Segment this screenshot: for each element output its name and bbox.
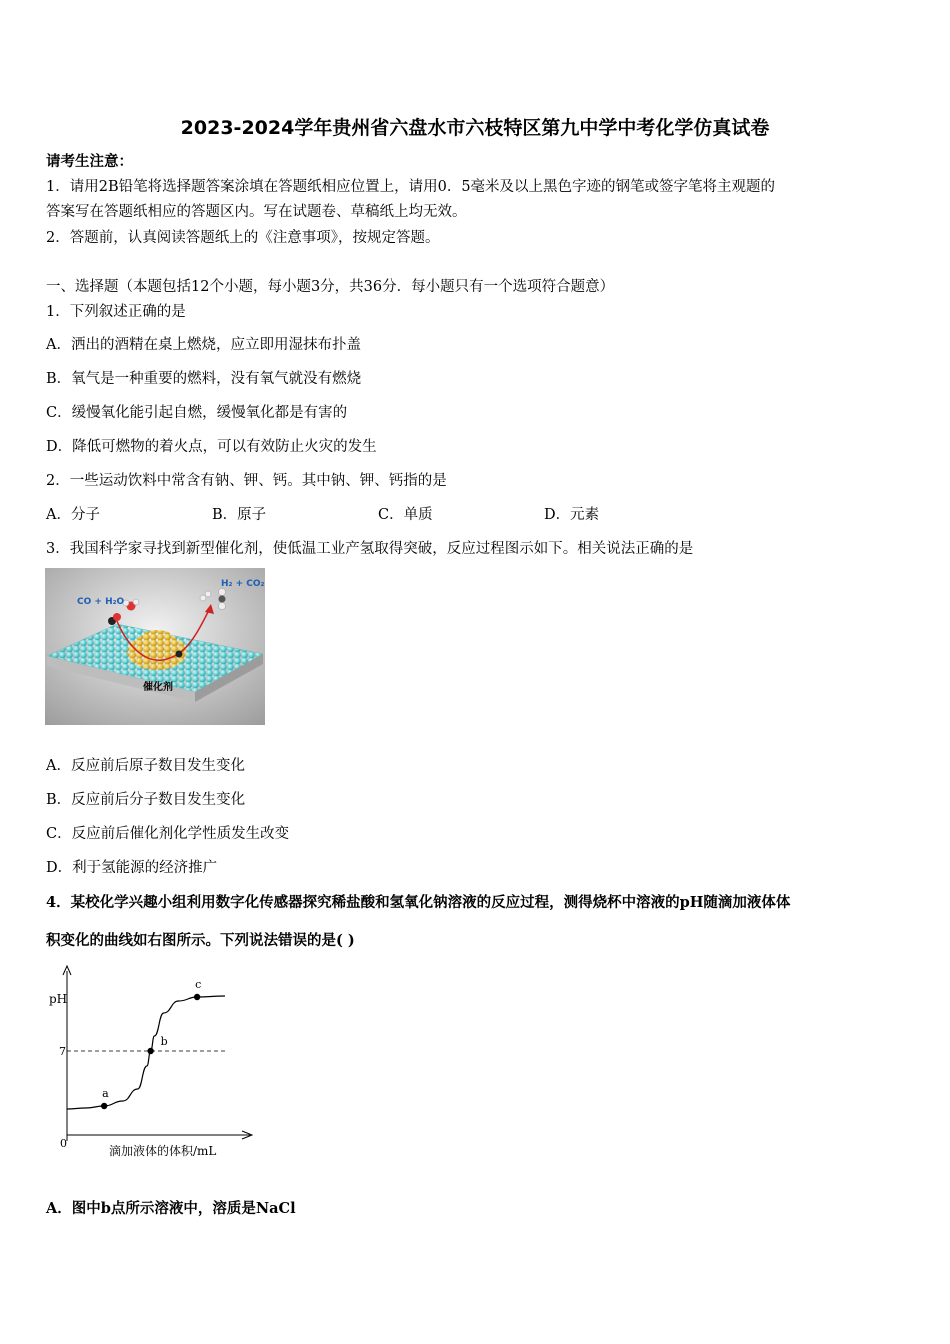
page-title: 2023-2024学年贵州省六盘水市六枝特区第九中学中考化学仿真试卷: [180, 117, 770, 139]
notice-item-1b: 答案写在答题纸相应的答题区内。写在试题卷、草稿纸上均无效。: [46, 204, 467, 220]
q3-stem: 3．我国科学家寻找到新型催化剂，使低温工业产氢取得突破，反应过程图示如下。相关说法正确的是: [46, 541, 694, 557]
q2-option-b: B．原子: [212, 507, 267, 523]
q2-option-d: D．元素: [544, 507, 600, 523]
q1-stem: 1．下列叙述正确的是: [46, 304, 186, 320]
q1-option-a: A．洒出的酒精在桌上燃烧，应立即用湿抹布扑盖: [46, 337, 361, 353]
products-label: H₂ + CO₂: [221, 579, 265, 589]
reactants-label: CO + H₂O: [77, 597, 125, 607]
co-oxygen-atom: [113, 613, 121, 621]
catalyst-label: 催化剂: [143, 682, 173, 693]
point-a: [101, 1103, 107, 1109]
notice-item-1a: 1．请用2B铅笔将选择题答案涂填在答题纸相应位置上，请用0．5毫米及以上黑色字迹的钢笔或签字笔将主观题的: [46, 179, 776, 195]
gold-cluster-top: [139, 630, 175, 650]
ph-chart: [45, 963, 260, 1163]
h2-atom: [205, 591, 211, 597]
q3-option-a: A．反应前后原子数目发生变化: [46, 758, 245, 774]
x-axis-label: 滴加液体的体积/mL: [109, 1144, 217, 1158]
notice-heading: 请考生注意：: [46, 153, 133, 170]
co2-oxygen-atom: [219, 603, 226, 610]
q1-option-b: B．氧气是一种重要的燃料，没有氧气就没有燃烧: [46, 371, 362, 387]
point-label-a: a: [102, 1087, 109, 1100]
q2-option-a: A．分子: [46, 507, 100, 523]
origin-label: 0: [60, 1137, 67, 1150]
point-b: [147, 1048, 153, 1054]
point-label-b: b: [160, 1035, 168, 1048]
q2-option-c: C．单质: [378, 507, 433, 523]
q1-option-c: C．缓慢氧化能引起自燃，缓慢氧化都是有害的: [46, 405, 348, 421]
catalyst-figure: [45, 568, 265, 725]
co2-oxygen-atom: [219, 589, 226, 596]
q4-stem-line1: 4．某校化学兴趣小组利用数字化传感器探究稀盐酸和氢氧化钠溶液的反应过程，测得烧杯中溶液的pH随滴加液体体: [46, 894, 791, 911]
q2-stem: 2．一些运动饮料中常含有钠、钾、钙。其中钠、钾、钙指的是: [46, 473, 447, 489]
q3-option-d: D．利于氢能源的经济推广: [46, 860, 218, 876]
h2-atom: [200, 595, 206, 601]
q3-option-c: C．反应前后催化剂化学性质发生改变: [46, 826, 290, 842]
adsorbed-atom: [176, 651, 183, 658]
h2o-hydrogen-atom: [133, 599, 139, 605]
ph7-tick-label: 7: [59, 1045, 66, 1058]
section-heading: 一、选择题（本题包括12个小题，每小题3分，共36分．每小题只有一个选项符合题意）: [46, 279, 615, 295]
q3-option-b: B．反应前后分子数目发生变化: [46, 792, 246, 808]
point-label-c: c: [195, 978, 202, 991]
q4-stem-line2: 积变化的曲线如右图所示。下列说法错误的是( ): [46, 932, 355, 949]
q2-options: [46, 505, 599, 525]
q4-option-a: A．图中b点所示溶液中，溶质是NaCl: [46, 1200, 296, 1217]
ph-curve: [67, 996, 225, 1109]
q1-option-d: D．降低可燃物的着火点，可以有效防止火灾的发生: [46, 439, 377, 455]
y-axis-label: pH: [49, 992, 68, 1006]
co2-carbon-atom: [219, 596, 226, 603]
notice-item-2: 2．答题前，认真阅读答题纸上的《注意事项》，按规定答题。: [46, 230, 440, 246]
point-c: [194, 994, 200, 1000]
